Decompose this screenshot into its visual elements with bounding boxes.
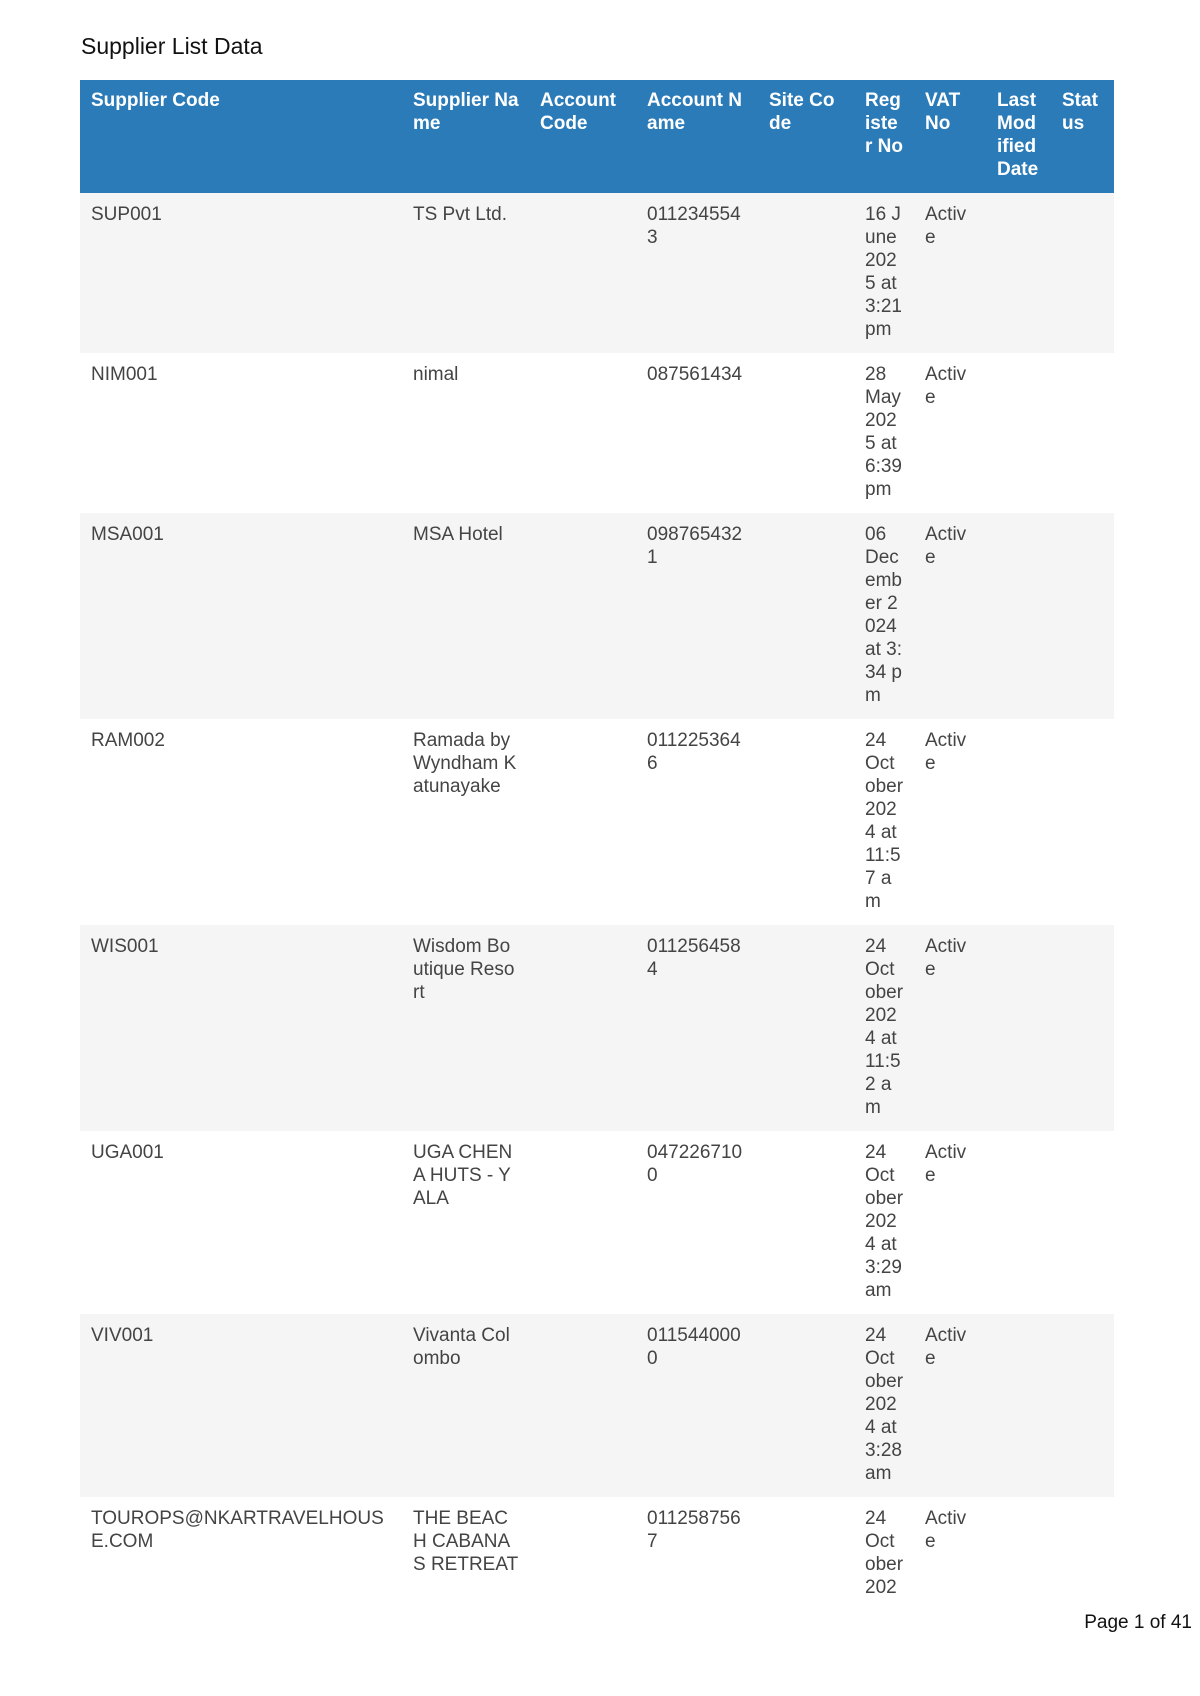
account-name-cell: 0112564584 <box>636 925 758 1131</box>
site-code-cell <box>758 513 854 719</box>
status-cell <box>1051 925 1114 1131</box>
header-last-modified-date: Last Modified Date <box>986 80 1051 193</box>
supplier-code-cell: VIV001 <box>80 1314 402 1497</box>
vat-no-cell: Active <box>914 719 986 925</box>
register-no-cell: 24 October 202 <box>854 1497 914 1611</box>
vat-no-cell: Active <box>914 353 986 513</box>
account-name-cell: 0112587567 <box>636 1497 758 1611</box>
supplier-code-cell: WIS001 <box>80 925 402 1131</box>
table-row <box>80 1131 1114 1314</box>
table-row <box>80 193 1114 353</box>
last-modified-date-cell <box>986 1314 1051 1497</box>
table-row <box>80 513 1114 719</box>
last-modified-date-cell <box>986 1497 1051 1611</box>
register-no-cell: 24 October 2024 at 11:52 am <box>854 925 914 1131</box>
supplier-code-cell: NIM001 <box>80 353 402 513</box>
status-cell <box>1051 513 1114 719</box>
account-code-cell <box>529 1131 636 1314</box>
supplier-code-cell: RAM002 <box>80 719 402 925</box>
header-account-code: Account Code <box>529 80 636 193</box>
last-modified-date-cell <box>986 353 1051 513</box>
last-modified-date-cell <box>986 513 1051 719</box>
header-vat-no: VAT No <box>914 80 986 193</box>
register-no-cell: 16 June 2025 at 3:21 pm <box>854 193 914 353</box>
table-row <box>80 353 1114 513</box>
supplier-code-cell: TOUROPS@NKARTRAVELHOUSE.COM <box>80 1497 402 1611</box>
register-no-cell: 06 December 2024 at 3:34 pm <box>854 513 914 719</box>
register-no-cell: 24 October 2024 at 11:57 am <box>854 719 914 925</box>
supplier-name-cell: MSA Hotel <box>402 513 529 719</box>
site-code-cell <box>758 1497 854 1611</box>
account-code-cell <box>529 353 636 513</box>
register-no-cell: 24 October 2024 at 3:29 am <box>854 1131 914 1314</box>
supplier-name-cell: TS Pvt Ltd. <box>402 193 529 353</box>
vat-no-cell: Active <box>914 1314 986 1497</box>
site-code-cell <box>758 193 854 353</box>
site-code-cell <box>758 719 854 925</box>
account-name-cell: 0112253646 <box>636 719 758 925</box>
supplier-name-cell: Wisdom Boutique Resort <box>402 925 529 1131</box>
table-row <box>80 719 1114 925</box>
account-code-cell <box>529 193 636 353</box>
site-code-cell <box>758 353 854 513</box>
page-title: Supplier List Data <box>81 33 263 59</box>
header-site-code: Site Code <box>758 80 854 193</box>
header-status: Status <box>1051 80 1114 193</box>
account-code-cell <box>529 925 636 1131</box>
supplier-code-cell: SUP001 <box>80 193 402 353</box>
supplier-name-cell: nimal <box>402 353 529 513</box>
account-code-cell <box>529 719 636 925</box>
account-code-cell <box>529 1314 636 1497</box>
vat-no-cell: Active <box>914 1497 986 1611</box>
header-supplier-code: Supplier Code <box>80 80 402 193</box>
site-code-cell <box>758 1314 854 1497</box>
last-modified-date-cell <box>986 1131 1051 1314</box>
register-no-cell: 24 October 2024 at 3:28 am <box>854 1314 914 1497</box>
account-code-cell <box>529 1497 636 1611</box>
header-supplier-name: Supplier Name <box>402 80 529 193</box>
account-name-cell: 087561434 <box>636 353 758 513</box>
last-modified-date-cell <box>986 925 1051 1131</box>
supplier-name-cell: Ramada by Wyndham Katunayake <box>402 719 529 925</box>
status-cell <box>1051 1314 1114 1497</box>
table-row <box>80 1314 1114 1497</box>
vat-no-cell: Active <box>914 513 986 719</box>
account-name-cell: 0987654321 <box>636 513 758 719</box>
status-cell <box>1051 193 1114 353</box>
last-modified-date-cell <box>986 719 1051 925</box>
site-code-cell <box>758 1131 854 1314</box>
supplier-code-cell: MSA001 <box>80 513 402 719</box>
status-cell <box>1051 719 1114 925</box>
supplier-table <box>80 80 1114 1611</box>
table-row <box>80 925 1114 1131</box>
vat-no-cell: Active <box>914 925 986 1131</box>
supplier-name-cell: THE BEACH CABANAS RETREAT <box>402 1497 529 1611</box>
status-cell <box>1051 1497 1114 1611</box>
last-modified-date-cell <box>986 193 1051 353</box>
vat-no-cell: Active <box>914 1131 986 1314</box>
table-row <box>80 1497 1114 1611</box>
status-cell <box>1051 353 1114 513</box>
table-header-row <box>80 80 1114 193</box>
supplier-code-cell: UGA001 <box>80 1131 402 1314</box>
supplier-name-cell: UGA CHENA HUTS - YALA <box>402 1131 529 1314</box>
header-account-name: Account Name <box>636 80 758 193</box>
account-code-cell <box>529 513 636 719</box>
page-number: Page 1 of 41 <box>1084 1612 1192 1633</box>
account-name-cell: 0115440000 <box>636 1314 758 1497</box>
supplier-name-cell: Vivanta Colombo <box>402 1314 529 1497</box>
status-cell <box>1051 1131 1114 1314</box>
vat-no-cell: Active <box>914 193 986 353</box>
account-name-cell: 0472267100 <box>636 1131 758 1314</box>
header-register-no: Register No <box>854 80 914 193</box>
site-code-cell <box>758 925 854 1131</box>
account-name-cell: 0112345543 <box>636 193 758 353</box>
register-no-cell: 28 May 2025 at 6:39 pm <box>854 353 914 513</box>
